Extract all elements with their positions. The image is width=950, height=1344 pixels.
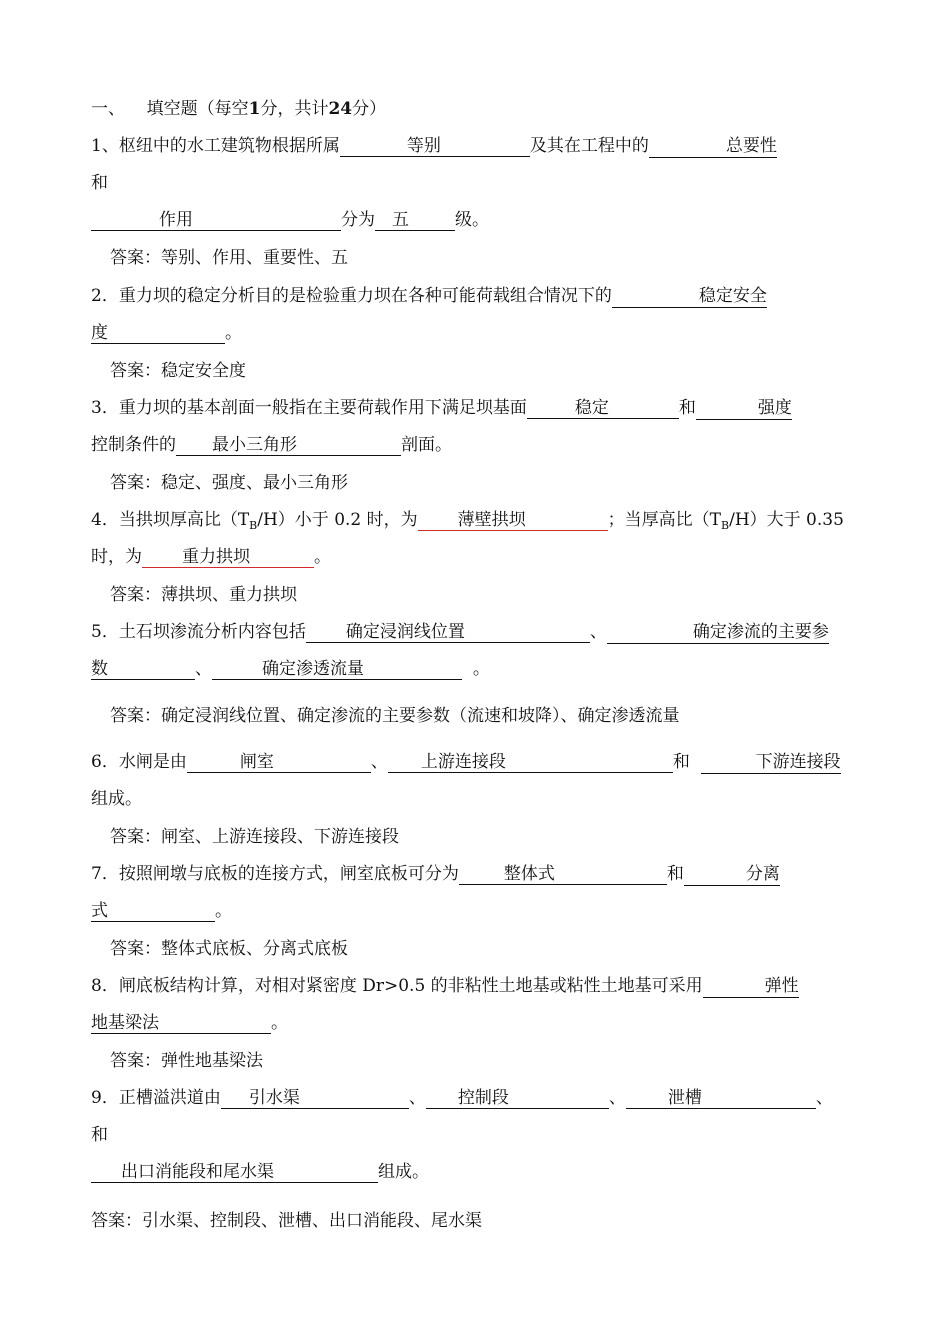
- q7-answer: 答案：整体式底板、分离式底板: [110, 939, 348, 959]
- q2-answer: 答案：稳定安全度: [110, 361, 246, 381]
- q1-line-3: 作用 分为 五 级。: [91, 209, 489, 233]
- q9-line-3: 出口消能段和尾水渠 组成。: [91, 1161, 429, 1185]
- q8-blank-1a: 弹性: [703, 975, 799, 998]
- q1-blank-2: 总要性: [649, 135, 777, 158]
- q3-line-1: 3．重力坝的基本剖面一般指在主要荷载作用下满足坝基面 稳定 和 强度: [91, 398, 792, 418]
- q9-line-2: 和: [91, 1125, 108, 1145]
- q7-blank-1: 整体式: [459, 863, 667, 885]
- q8-line-2: 地基梁法 。: [91, 1013, 288, 1033]
- q6-line-2: 组成。: [91, 789, 142, 809]
- q5-line-1: 5．土石坝渗流分析内容包括 确定浸润线位置 、 确定渗流的主要参: [91, 622, 829, 642]
- q3-answer: 答案：稳定、强度、最小三角形: [110, 473, 348, 493]
- q9-blank-3: 泄槽: [626, 1087, 816, 1109]
- q2-line-2: 度 。: [91, 323, 242, 343]
- q4-line-1: 4．当拱坝厚高比$(T_B/H)$小于 0.2 时，为 薄壁拱坝 ；当厚高比$(T_B/H)$大于 0.35: [91, 510, 844, 532]
- q1-answer: 答案：等别、作用、重要性、五: [110, 248, 348, 268]
- q9-line-1: 9．正槽溢洪道由 引水渠 、 控制段 、 泄槽 、: [91, 1088, 833, 1108]
- q8-line-1: 8．闸底板结构计算，对相对紧密度 Dr>0.5 的非粘性土地基或粘性土地基可采用 弹性: [91, 976, 799, 996]
- q4-answer: 答案：薄拱坝、重力拱坝: [110, 585, 297, 605]
- q5-blank-1: 确定浸润线位置: [306, 621, 590, 643]
- q5-line-2: 数 、 确定渗透流量 。: [91, 659, 490, 679]
- q9-blank-4: 出口消能段和尾水渠: [91, 1161, 378, 1183]
- q8-blank-1b: 地基梁法: [91, 1012, 271, 1034]
- q7-blank-2b: 式: [91, 900, 215, 922]
- section-prefix: 一、: [91, 99, 125, 119]
- q6-answer: 答案：闸室、上游连接段、下游连接段: [110, 827, 399, 847]
- q1-blank-1: 等别: [340, 135, 530, 157]
- q4-line-2: 时，为 重力拱坝 。: [91, 547, 331, 567]
- q6-blank-1: 闸室: [187, 751, 371, 773]
- q3-blank-2: 强度: [696, 397, 792, 420]
- q5-blank-2b: 数: [91, 658, 195, 680]
- q2-line-1: 2．重力坝的稳定分析目的是检验重力坝在各种可能荷载组合情况下的 稳定安全: [91, 286, 767, 306]
- q1-line-2: 和: [91, 173, 108, 193]
- q5-blank-2a: 确定渗流的主要参: [607, 621, 829, 644]
- q3-blank-3: 最小三角形: [176, 434, 401, 456]
- q5-blank-3: 确定渗透流量: [212, 658, 462, 680]
- q8-answer: 答案：弹性地基梁法: [110, 1051, 263, 1071]
- q3-blank-1: 稳定: [527, 397, 679, 419]
- q1-blank-3: 作用: [91, 209, 341, 231]
- q6-line-1: 6．水闸是由 闸室 、 上游连接段 和 下游连接段: [91, 752, 841, 772]
- q6-blank-2: 上游连接段: [388, 751, 673, 773]
- section-heading: 一、 填空题（每空1分，共计24分）: [91, 99, 387, 119]
- q1-line-1: 1、枢纽中的水工建筑物根据所属 等别 及其在工程中的 总要性: [91, 136, 777, 156]
- q3-line-2: 控制条件的 最小三角形 剖面。: [91, 435, 452, 455]
- q7-blank-2a: 分离: [684, 863, 780, 886]
- q2-blank-1b: 度: [91, 322, 225, 344]
- q7-line-2: 式 。: [91, 901, 232, 921]
- q9-blank-2: 控制段: [426, 1087, 609, 1109]
- q2-blank-1a: 稳定安全: [612, 285, 767, 308]
- q4-blank-1: 薄壁拱坝: [418, 509, 608, 531]
- q9-blank-1: 引水渠: [221, 1087, 409, 1109]
- q1-blank-4: 五: [375, 209, 455, 231]
- q5-answer: 答案：确定浸润线位置、确定渗流的主要参数（流速和坡降）、确定渗透流量: [110, 706, 680, 726]
- q7-line-1: 7．按照闸墩与底板的连接方式，闸室底板可分为 整体式 和 分离: [91, 864, 780, 884]
- q9-answer: 答案：引水渠、控制段、泄槽、出口消能段、尾水渠: [91, 1211, 482, 1231]
- q6-blank-3: 下游连接段: [701, 751, 841, 774]
- q4-blank-2: 重力拱坝: [142, 546, 314, 568]
